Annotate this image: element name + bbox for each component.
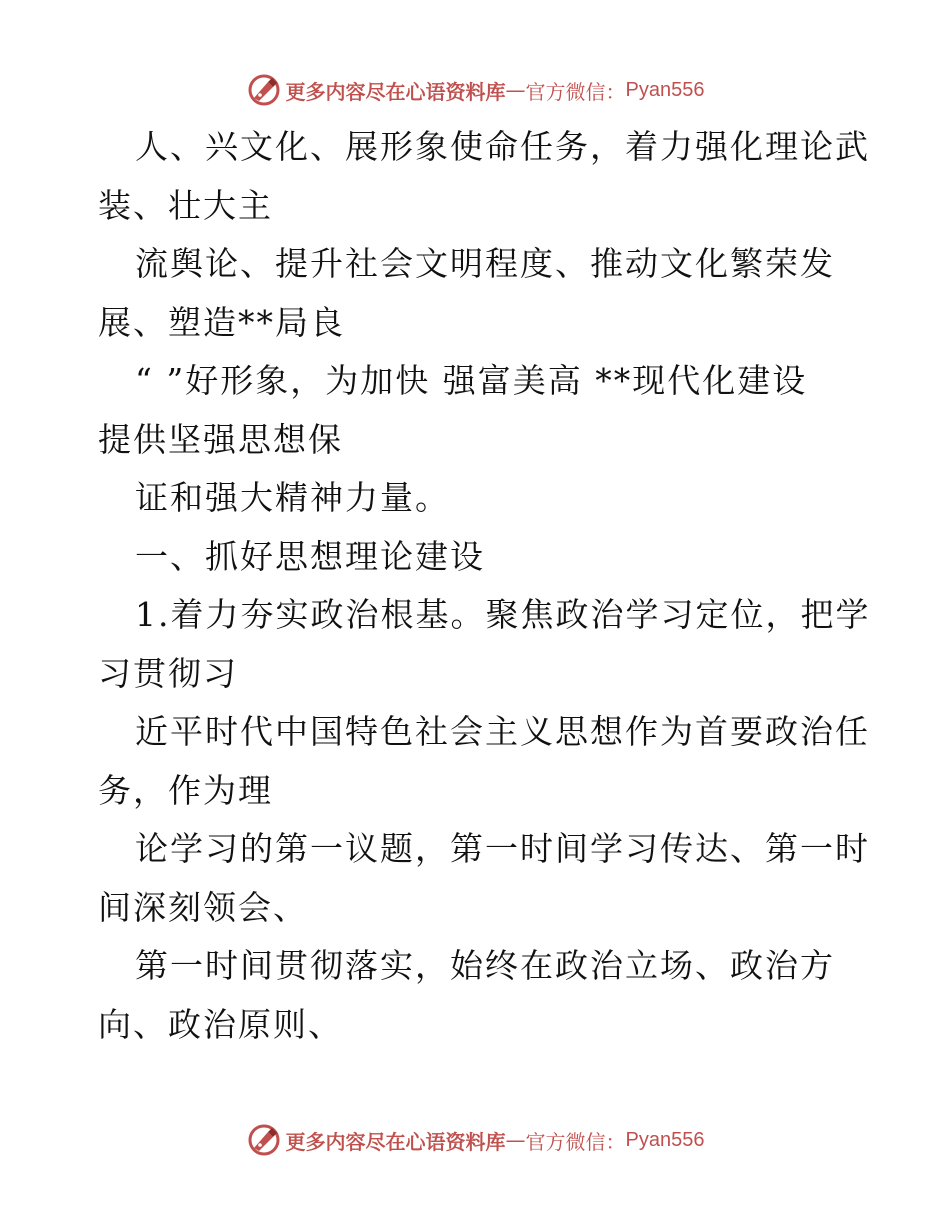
body-line: 务，作为理 bbox=[98, 770, 273, 810]
body-line: 流舆论、提升社会文明程度、推动文化繁荣发 bbox=[135, 244, 835, 283]
watermark-dash: — bbox=[505, 1128, 526, 1152]
body-line: 人、兴文化、展形象使命任务，着力强化理论武 bbox=[135, 127, 870, 166]
body-line: 提供坚强思想保 bbox=[98, 419, 343, 459]
body-line: 间深刻领会、 bbox=[98, 887, 308, 927]
watermark-brand: 更多内容尽在心语资料库 bbox=[285, 79, 506, 104]
pen-nib-logo-icon bbox=[246, 72, 282, 108]
body-line: 第一时间贯彻落实，始终在政治立场、政治方 bbox=[135, 946, 835, 985]
pen-nib-logo-icon bbox=[246, 1122, 282, 1158]
watermark-id: Pyan556 bbox=[625, 1128, 705, 1151]
header-watermark bbox=[0, 70, 950, 110]
footer-watermark bbox=[0, 1120, 950, 1160]
body-line: 向、政治原则、 bbox=[98, 1004, 343, 1044]
watermark-dash: — bbox=[505, 78, 526, 102]
watermark-sub: 官方微信： bbox=[525, 79, 626, 104]
body-line: 近平时代中国特色社会主义思想作为首要政治任 bbox=[135, 712, 870, 751]
body-line: 论学习的第一议题，第一时间学习传达、第一时 bbox=[135, 829, 870, 868]
body-line: 习贯彻习 bbox=[98, 653, 238, 693]
body-line: 装、壮大主 bbox=[98, 185, 273, 225]
body-line: 展、塑造**局良 bbox=[98, 302, 345, 342]
body-line: “ ”好形象，为加快 强富美高 **现代化建设 bbox=[135, 361, 808, 400]
document-body bbox=[98, 118, 871, 1054]
watermark-sub: 官方微信： bbox=[525, 1129, 626, 1154]
watermark-brand: 更多内容尽在心语资料库 bbox=[285, 1129, 506, 1154]
section-heading: 一、抓好思想理论建设 bbox=[135, 536, 485, 576]
body-line: 1.着力夯实政治根基。聚焦政治学习定位，把学 bbox=[135, 595, 871, 634]
body-line: 证和强大精神力量。 bbox=[135, 478, 450, 517]
watermark-id: Pyan556 bbox=[625, 78, 705, 101]
